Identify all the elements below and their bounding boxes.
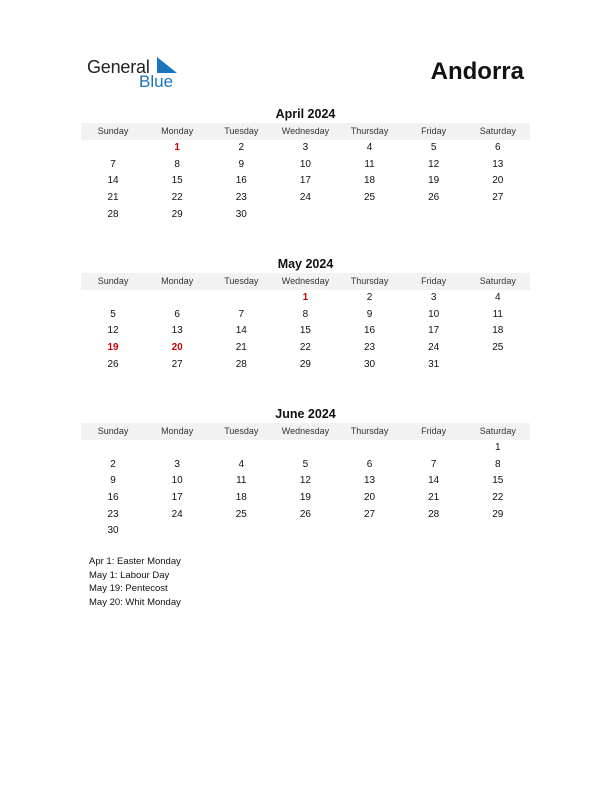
date-cell: 15	[171, 175, 183, 187]
date-cell: 8	[302, 308, 309, 320]
holiday-list	[89, 555, 181, 610]
holiday-date-cell: 20	[171, 342, 183, 354]
weekday-label: Wednesday	[281, 426, 330, 436]
date-cell: 4	[366, 142, 373, 153]
weekday-label: Thursday	[350, 276, 389, 286]
date-cell: 18	[492, 325, 504, 337]
date-cell	[209, 523, 273, 540]
week-row	[81, 340, 530, 357]
weekday-header	[81, 123, 530, 140]
weekday-label: Sunday	[97, 426, 129, 436]
week-row	[81, 173, 530, 190]
weekday-label: Saturday	[479, 426, 516, 436]
country-title: Andorra	[430, 58, 524, 85]
date-cell	[466, 523, 530, 540]
weekday-label: Monday	[161, 426, 194, 436]
weekday-label: Wednesday	[281, 276, 330, 286]
date-cell: 22	[492, 492, 504, 504]
date-cell: 11	[364, 158, 375, 170]
holiday-date-cell: 1	[302, 292, 309, 303]
date-cell: 26	[428, 192, 440, 204]
date-cell: 30	[364, 358, 376, 370]
date-cell: 18	[235, 492, 247, 504]
week-row	[81, 507, 530, 524]
date-cell	[402, 523, 466, 540]
date-cell	[338, 440, 402, 457]
date-cell: 25	[235, 508, 247, 520]
weekday-label: Tuesday	[224, 126, 259, 136]
weekday-label: Tuesday	[224, 276, 259, 286]
holiday-date-cell: 19	[107, 342, 119, 354]
date-cell: 11	[236, 475, 247, 487]
week-row	[81, 440, 530, 457]
date-cell: 13	[492, 158, 504, 170]
date-cell	[338, 207, 402, 224]
date-cell: 9	[238, 158, 245, 170]
date-cell: 12	[107, 325, 119, 337]
date-cell	[402, 207, 466, 224]
date-cell: 2	[238, 142, 245, 153]
date-cell: 23	[235, 192, 247, 204]
date-cell: 11	[492, 308, 503, 320]
date-cell	[209, 440, 273, 457]
logo-triangle-icon	[157, 57, 177, 73]
date-cell: 23	[364, 342, 376, 354]
weekday-label: Friday	[421, 276, 447, 286]
date-cell: 5	[430, 142, 437, 153]
holiday-item: May 20: Whit Monday	[89, 597, 181, 609]
date-cell	[273, 523, 337, 540]
weekday-label: Wednesday	[281, 126, 330, 136]
month-title: June 2024	[275, 407, 336, 421]
date-cell: 15	[299, 325, 311, 337]
weekday-label: Sunday	[97, 126, 129, 136]
week-row	[81, 190, 530, 207]
date-cell: 17	[428, 325, 440, 337]
weekday-label: Thursday	[350, 126, 389, 136]
date-cell: 31	[428, 358, 440, 370]
date-cell: 27	[492, 192, 504, 204]
logo-text-blue: Blue	[139, 72, 174, 91]
month-june	[81, 406, 530, 540]
date-cell: 26	[107, 358, 119, 370]
date-cell: 6	[495, 142, 501, 153]
date-cell: 16	[107, 492, 119, 504]
week-row	[81, 473, 530, 490]
date-cell	[402, 440, 466, 457]
date-cell: 30	[235, 208, 247, 220]
week-row	[81, 523, 530, 540]
weekday-label: Friday	[421, 126, 447, 136]
date-cell: 4	[238, 458, 245, 470]
date-cell: 24	[428, 342, 440, 354]
weekday-label: Tuesday	[224, 426, 259, 436]
week-row	[81, 207, 530, 224]
date-cell: 27	[171, 358, 183, 370]
date-cell	[466, 357, 530, 374]
date-cell	[81, 440, 145, 457]
weekday-header	[81, 423, 530, 440]
date-cell: 26	[299, 508, 311, 520]
date-cell: 9	[366, 308, 373, 320]
month-title: April 2024	[275, 107, 336, 121]
weekday-label: Sunday	[97, 276, 129, 286]
date-cell: 2	[110, 458, 116, 470]
date-cell: 5	[110, 308, 116, 320]
month-title: May 2024	[277, 257, 334, 271]
date-cell: 15	[492, 475, 504, 487]
date-cell: 19	[428, 175, 440, 187]
date-cell: 1	[495, 442, 501, 453]
holiday-item: May 19: Pentecost	[89, 583, 168, 595]
week-row	[81, 290, 530, 307]
date-cell: 25	[492, 342, 504, 354]
date-cell	[209, 290, 273, 307]
date-cell: 16	[235, 175, 247, 187]
date-cell: 21	[428, 492, 440, 504]
date-cell: 10	[299, 158, 311, 170]
week-row	[81, 457, 530, 474]
date-cell	[81, 290, 145, 307]
date-cell: 3	[430, 292, 437, 303]
date-cell: 13	[171, 325, 183, 337]
date-cell: 3	[302, 142, 309, 153]
date-cell: 6	[174, 308, 180, 320]
date-cell: 10	[171, 475, 183, 487]
date-cell: 20	[492, 175, 504, 187]
date-cell: 27	[364, 508, 376, 520]
week-row	[81, 323, 530, 340]
date-cell	[145, 523, 209, 540]
date-cell: 30	[107, 525, 119, 537]
date-cell: 28	[235, 358, 247, 370]
date-cell: 22	[171, 192, 183, 204]
weekday-label: Thursday	[350, 426, 389, 436]
weekday-label: Monday	[161, 276, 194, 286]
date-cell: 20	[364, 492, 376, 504]
date-cell	[466, 207, 530, 224]
date-cell	[145, 440, 209, 457]
date-cell	[145, 290, 209, 307]
date-cell: 13	[364, 475, 376, 487]
date-cell: 4	[495, 292, 501, 303]
date-cell: 10	[428, 308, 440, 320]
month-april	[81, 106, 530, 223]
weekday-label: Friday	[421, 426, 447, 436]
date-cell	[338, 523, 402, 540]
date-cell: 14	[107, 175, 119, 187]
date-cell: 7	[238, 308, 245, 320]
date-cell: 21	[235, 342, 247, 354]
date-cell: 29	[492, 508, 504, 520]
week-row	[81, 157, 530, 174]
date-cell	[81, 140, 145, 157]
weekday-label: Saturday	[479, 126, 516, 136]
date-cell: 16	[364, 325, 376, 337]
week-row	[81, 357, 530, 374]
date-cell: 2	[366, 292, 373, 303]
date-cell: 28	[107, 208, 119, 220]
date-cell: 6	[366, 458, 373, 470]
weekday-header	[81, 273, 530, 290]
date-cell: 29	[299, 358, 311, 370]
holiday-date-cell: 1	[174, 142, 180, 153]
date-cell: 22	[299, 342, 311, 354]
date-cell: 25	[364, 192, 376, 204]
date-cell: 9	[110, 475, 116, 487]
logo-text-general: General	[87, 57, 150, 77]
date-cell: 12	[428, 158, 440, 170]
month-may	[81, 256, 530, 373]
weekday-label: Monday	[161, 126, 194, 136]
date-cell: 17	[299, 175, 311, 187]
date-cell: 29	[171, 208, 183, 220]
holiday-item: May 1: Labour Day	[89, 569, 170, 581]
date-cell: 14	[428, 475, 440, 487]
date-cell: 19	[299, 492, 311, 504]
date-cell: 7	[110, 158, 116, 170]
date-cell: 18	[364, 175, 376, 187]
generalblue-logo	[87, 55, 187, 91]
date-cell: 3	[174, 458, 180, 470]
date-cell: 24	[299, 192, 311, 204]
date-cell: 21	[107, 192, 119, 204]
date-cell: 8	[174, 158, 180, 170]
date-cell: 8	[495, 458, 501, 470]
holiday-item: Apr 1: Easter Monday	[89, 556, 181, 567]
date-cell: 5	[302, 458, 309, 470]
date-cell	[273, 440, 337, 457]
date-cell: 12	[299, 475, 311, 487]
date-cell: 17	[171, 492, 183, 504]
week-row	[81, 140, 530, 157]
weekday-label: Saturday	[479, 276, 516, 286]
date-cell	[273, 207, 337, 224]
week-row	[81, 490, 530, 507]
date-cell: 7	[430, 458, 437, 470]
date-cell: 28	[428, 508, 440, 520]
date-cell: 14	[235, 325, 247, 337]
week-row	[81, 307, 530, 324]
date-cell: 23	[107, 508, 119, 520]
date-cell: 24	[171, 508, 183, 520]
